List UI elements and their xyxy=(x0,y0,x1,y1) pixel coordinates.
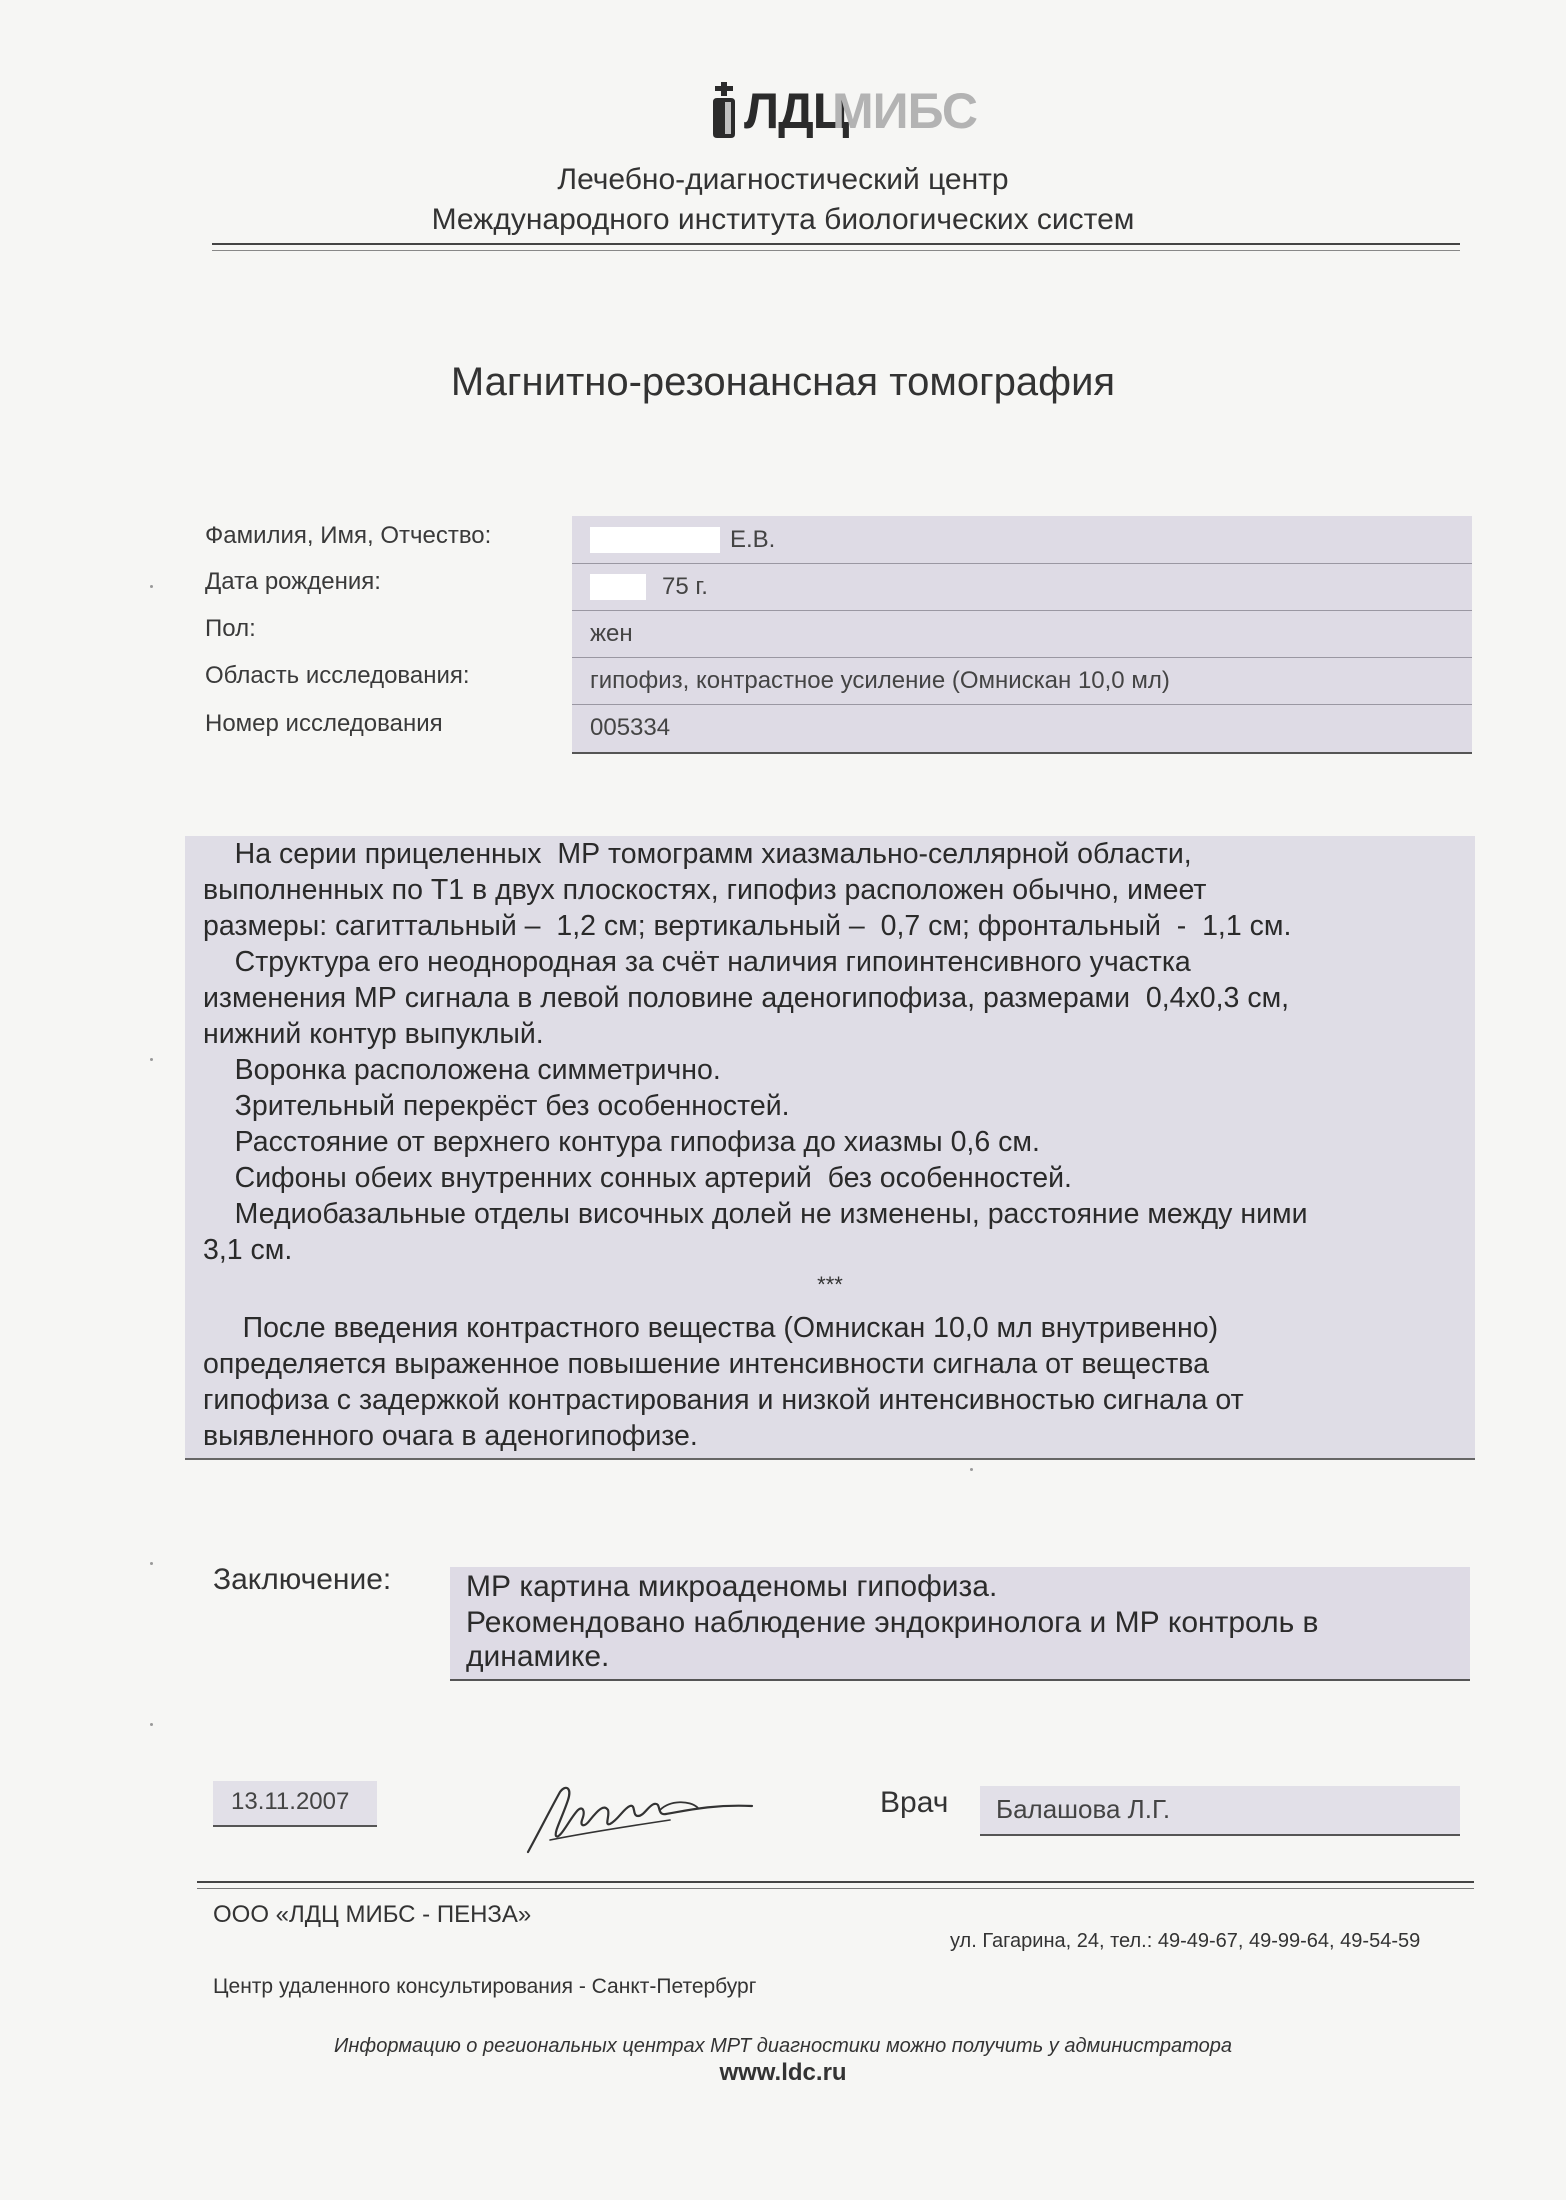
contrast-line: гипофиза с задержкой контрастирования и низкой интенсивностью сигнала от xyxy=(203,1384,1244,1416)
scan-speck xyxy=(150,1058,153,1061)
doctor-name: Балашова Л.Г. xyxy=(996,1794,1171,1824)
findings-line: Расстояние от верхнего контура гипофиза до хиазмы 0,6 см. xyxy=(203,1126,1040,1158)
contrast-line: выявленного очага в аденогипофизе. xyxy=(203,1420,698,1452)
scan-speck xyxy=(150,585,153,588)
value-sex: жен xyxy=(590,620,633,647)
findings-line: 3,1 см. xyxy=(203,1234,293,1266)
info-row-area xyxy=(572,657,1472,705)
header-divider-thin xyxy=(212,250,1460,251)
findings-line: изменения МР сигнала в левой половине аденогипофиза, размерами 0,4х0,3 см, xyxy=(203,982,1290,1014)
info-row-name xyxy=(572,516,1472,564)
findings-line: Структура его неоднородная за счёт наличия гипоинтенсивного участка xyxy=(203,946,1191,978)
info-row-birth xyxy=(572,563,1472,611)
logo-secondary-text: МИБС xyxy=(832,83,977,139)
patient-info-box xyxy=(572,516,1472,754)
website-link[interactable]: www.ldc.ru xyxy=(719,2059,847,2086)
findings-line: Сифоны обеих внутренних сонных артерий без особенностей. xyxy=(203,1162,1072,1194)
conclusion-box xyxy=(450,1567,1470,1681)
conclusion-line: динамике. xyxy=(466,1640,610,1673)
value-study-area: гипофиз, контрастное усиление (Омнискан 10,0 мл) xyxy=(590,667,1170,694)
document-title: Магнитно-резонансная томография xyxy=(450,360,1116,404)
company-address: ул. Гагарина, 24, тел.: 49-49-67, 49-99-64, 49-54-59 xyxy=(950,1930,1421,1952)
value-study-number: 005334 xyxy=(590,714,671,741)
section-separator: *** xyxy=(817,1272,843,1297)
org-name-line2: Международного института биологических систем xyxy=(431,203,1135,236)
label-study-number: Номер исследования xyxy=(205,710,443,737)
redaction xyxy=(590,527,720,553)
redaction xyxy=(590,574,646,600)
remote-consulting-center: Центр удаленного консультирования - Санкт-Петербург xyxy=(213,1975,757,1998)
findings-line: Зрительный перекрёст без особенностей. xyxy=(203,1090,790,1122)
logo-primary-text: ЛДЦ xyxy=(744,83,849,139)
conclusion-label: Заключение: xyxy=(213,1563,392,1596)
regional-info-note: Информацию о региональных центрах МРТ диагностики можно получить у администратора xyxy=(334,2035,1232,2057)
doctor-name-box xyxy=(980,1786,1460,1836)
label-sex: Пол: xyxy=(205,615,256,642)
company-name: ООО «ЛДЦ МИБС - ПЕНЗА» xyxy=(213,1901,532,1928)
findings-line: Воронка расположена симметрично. xyxy=(203,1054,721,1086)
label-birth-date: Дата рождения: xyxy=(205,568,381,595)
header-divider xyxy=(212,243,1460,245)
findings-line: нижний контур выпуклый. xyxy=(203,1018,544,1050)
info-row-number xyxy=(572,704,1472,751)
contrast-line: После введения контрастного вещества (Омнискан 10,0 мл внутривенно) xyxy=(203,1312,1219,1344)
scan-speck xyxy=(970,1468,973,1471)
clinic-logo xyxy=(710,80,977,142)
value-birth-date: 75 г. xyxy=(662,573,708,600)
doctor-signature xyxy=(520,1770,780,1860)
findings-line: Медиобазальные отделы височных долей не изменены, расстояние между ними xyxy=(203,1198,1308,1230)
report-date: 13.11.2007 xyxy=(231,1788,350,1815)
logo-cross-icon xyxy=(710,80,744,142)
findings-line: выполненных по Т1 в двух плоскостях, гипофиз расположен обычно, имеет xyxy=(203,874,1207,906)
scan-speck xyxy=(150,1562,153,1565)
report-date-box xyxy=(213,1781,377,1827)
findings-line: На серии прицеленных МР томограмм хиазмально-селлярной области, xyxy=(203,838,1192,870)
footer-divider-thin xyxy=(197,1888,1474,1889)
scan-speck xyxy=(150,1723,153,1726)
info-row-sex xyxy=(572,610,1472,658)
conclusion-line: Рекомендовано наблюдение эндокринолога и МР контроль в xyxy=(466,1606,1319,1639)
footer-divider xyxy=(197,1881,1474,1883)
value-full-name: Е.В. xyxy=(730,526,776,553)
label-full-name: Фамилия, Имя, Отчество: xyxy=(205,522,492,549)
doctor-label: Врач xyxy=(880,1786,949,1819)
label-study-area: Область исследования: xyxy=(205,662,470,689)
contrast-line: определяется выраженное повышение интенсивности сигнала от вещества xyxy=(203,1348,1209,1380)
findings-line: размеры: сагиттальный – 1,2 см; вертикальный – 0,7 см; фронтальный - 1,1 см. xyxy=(203,910,1292,942)
findings-box xyxy=(185,836,1475,1460)
org-name-line1: Лечебно-диагностический центр xyxy=(557,163,1009,196)
conclusion-line: МР картина микроаденомы гипофиза. xyxy=(466,1570,998,1603)
